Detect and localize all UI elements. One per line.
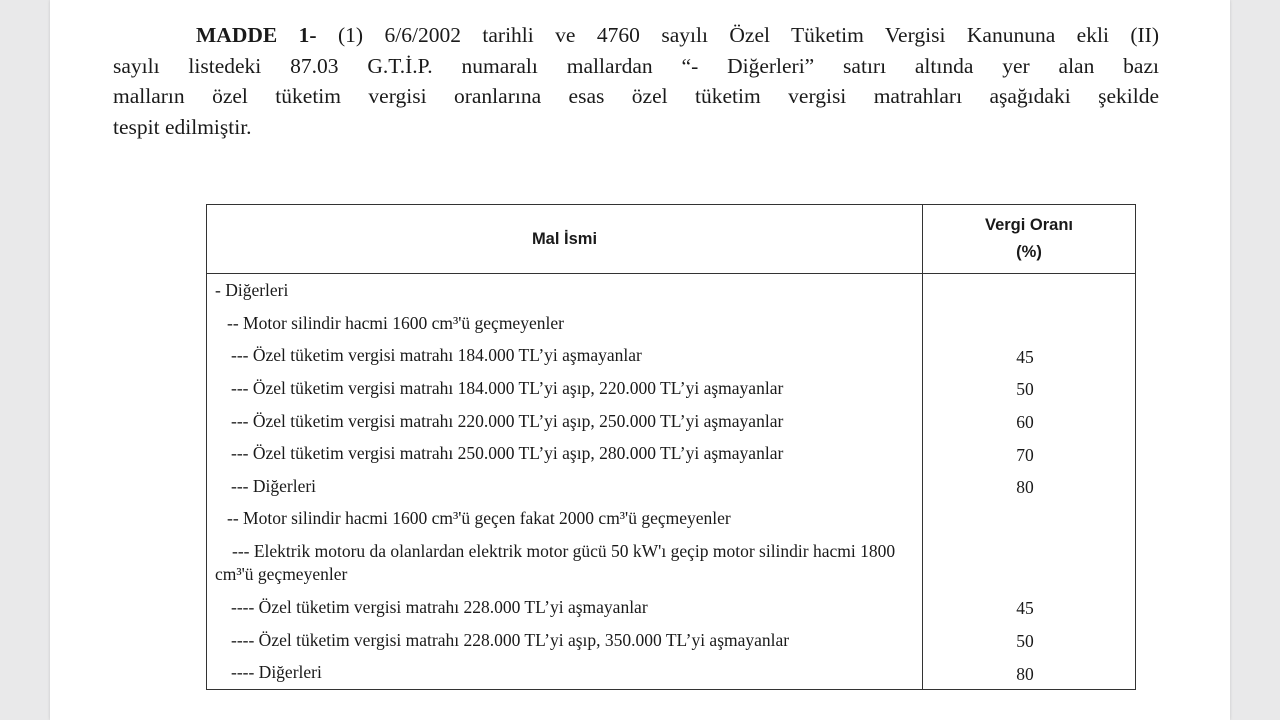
table-row (207, 437, 1136, 470)
row-name (207, 535, 923, 591)
paragraph-line-1 (113, 20, 1159, 51)
header-tax-rate-label: Vergi Oranı (984, 216, 1074, 234)
row-rate: 45 (923, 339, 1136, 372)
table-row (207, 502, 1136, 535)
row-name: ---- Diğerleri (207, 656, 923, 689)
row-rate: 50 (923, 372, 1136, 405)
article-paragraph (113, 20, 1159, 142)
row-rate: 70 (923, 437, 1136, 470)
table-row (207, 274, 1136, 307)
table-row (207, 404, 1136, 437)
header-tax-rate-unit: (%) (1016, 243, 1042, 261)
paragraph-line-4: tespit edilmiştir. (113, 114, 252, 139)
row-name: --- Özel tüketim vergisi matrahı 184.000 TL’yi aşıp, 220.000 TL’yi aşmayanlar (207, 372, 923, 405)
row-name: --- Diğerleri (207, 470, 923, 503)
table-row (207, 656, 1136, 689)
row-name: --- Özel tüketim vergisi matrahı 250.000 TL’yi aşıp, 280.000 TL’yi aşmayanlar (207, 437, 923, 470)
row-rate: 45 (923, 591, 1136, 624)
table-row (207, 339, 1136, 372)
tax-rate-table (206, 204, 1136, 690)
row-rate: 80 (923, 470, 1136, 503)
header-tax-rate (923, 205, 1136, 274)
row-name: ---- Özel tüketim vergisi matrahı 228.000 TL’yi aşıp, 350.000 TL’yi aşmayanlar (207, 623, 923, 656)
row-rate: 60 (923, 404, 1136, 437)
table-row (207, 535, 1136, 591)
row-rate (923, 535, 1136, 591)
row-name: --- Özel tüketim vergisi matrahı 220.000 TL’yi aşıp, 250.000 TL’yi aşmayanlar (207, 404, 923, 437)
row-rate (923, 307, 1136, 340)
table-header-row (207, 205, 1136, 274)
paragraph-line-1-text: (1) 6/6/2002 tarihli ve 4760 sayılı Özel Tüketim Vergisi Kanununa ekli (II) (316, 23, 1159, 47)
paragraph-line-3: malların özel tüketim vergisi oranlarına esas özel tüketim vergisi matrahları aşağıdaki şekilde (113, 84, 1159, 108)
table-row (207, 623, 1136, 656)
table-row (207, 307, 1136, 340)
row-rate: 50 (923, 623, 1136, 656)
row-name: ---- Özel tüketim vergisi matrahı 228.000 TL’yi aşmayanlar (207, 591, 923, 624)
row-rate (923, 502, 1136, 535)
row-name: -- Motor silindir hacmi 1600 cm³'ü geçen fakat 2000 cm³'ü geçmeyenler (207, 502, 923, 535)
table-row (207, 372, 1136, 405)
header-product-name: Mal İsmi (207, 205, 923, 274)
row-rate (923, 274, 1136, 307)
row-rate: 80 (923, 656, 1136, 689)
row-name: -- Motor silindir hacmi 1600 cm³'ü geçmeyenler (207, 307, 923, 340)
row-name: --- Özel tüketim vergisi matrahı 184.000 TL’yi aşmayanlar (207, 339, 923, 372)
table-row (207, 470, 1136, 503)
paragraph-line-2: sayılı listedeki 87.03 G.T.İ.P. numaralı mallardan “- Diğerleri” satırı altında yer alan bazı (113, 53, 1159, 78)
table-row (207, 591, 1136, 624)
article-label: MADDE 1- (196, 23, 317, 47)
row-name-text: --- Elektrik motoru da olanlardan elektrik motor gücü 50 kW'ı geçip motor silindir hacmi 1800 cm³'ü geçmeyenler (215, 540, 896, 584)
row-name: - Diğerleri (207, 274, 923, 307)
